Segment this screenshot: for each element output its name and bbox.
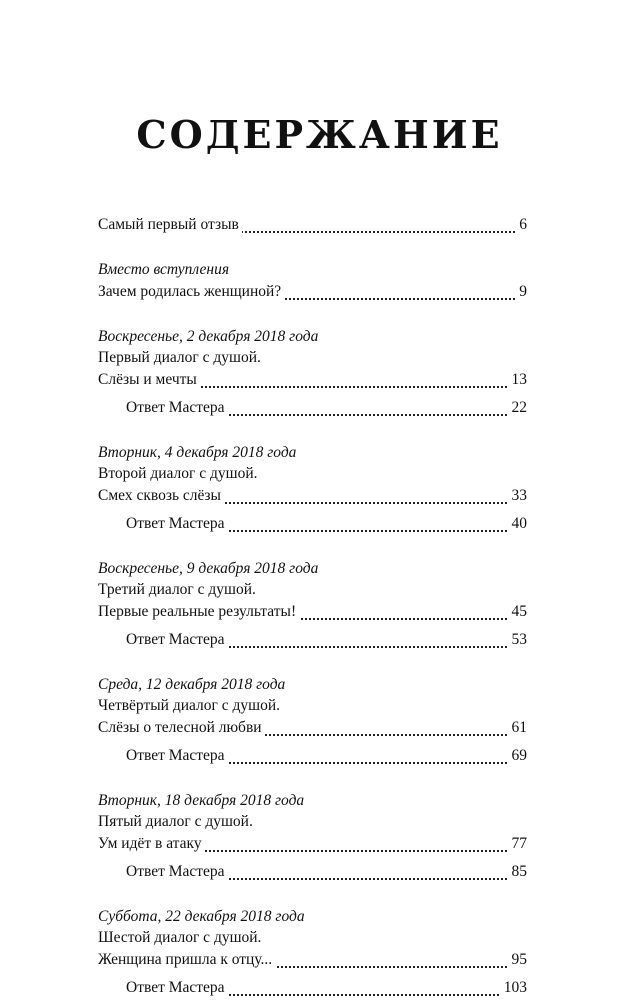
toc-entry-title: Ответ Мастера <box>126 747 228 764</box>
page-title: СОДЕРЖАНИЕ <box>136 112 503 157</box>
toc-page-number: 33 <box>509 484 528 508</box>
toc-entry-title: Слёзы и мечты <box>98 371 200 388</box>
toc-entry[interactable] <box>98 213 527 237</box>
toc-entry[interactable] <box>98 280 527 304</box>
toc-subentry[interactable] <box>126 860 527 884</box>
section-spacer <box>98 536 527 558</box>
toc-entry-title: Ответ Мастера <box>126 399 228 416</box>
toc-page-number: 77 <box>509 832 528 856</box>
toc-page-number: 45 <box>509 600 528 624</box>
toc-entry-line: Шестой диалог с душой. <box>98 929 262 946</box>
toc-page-number: 13 <box>509 368 528 392</box>
toc-subentry[interactable] <box>126 976 527 1000</box>
toc-entry-title: Зачем родилась женщиной? <box>98 283 284 300</box>
toc-entry-title: Ответ Мастера <box>126 631 228 648</box>
toc-section-heading: Воскресенье, 9 декабря 2018 года <box>98 560 319 577</box>
toc-entry-line: Третий диалог с душой. <box>98 581 256 598</box>
toc-entry[interactable] <box>98 484 527 508</box>
toc-entry-line: Пятый диалог с душой. <box>98 813 253 830</box>
section-spacer <box>98 768 527 790</box>
toc-entry-title: Ответ Мастера <box>126 863 228 880</box>
toc-entry-line: Второй диалог с душой. <box>98 465 258 482</box>
section-spacer <box>98 304 527 326</box>
toc-page-number: 53 <box>509 628 528 652</box>
toc-entry-title: Самый первый отзыв <box>98 216 242 233</box>
toc-entry[interactable] <box>98 600 527 624</box>
toc-entry-title: Ответ Мастера <box>126 979 228 996</box>
toc-entry-line: Четвёртый диалог с душой. <box>98 697 280 714</box>
toc-entry[interactable] <box>98 716 527 740</box>
toc-entry-title: Ответ Мастера <box>126 515 228 532</box>
toc-subentry[interactable] <box>126 512 527 536</box>
section-spacer <box>98 237 527 259</box>
toc-section-heading: Вторник, 4 декабря 2018 года <box>98 444 297 461</box>
toc-page-number: 40 <box>509 512 528 536</box>
toc-section-heading: Вместо вступления <box>98 261 230 278</box>
toc-entry-title: Первые реальные результаты! <box>98 603 299 620</box>
section-spacer <box>98 652 527 674</box>
toc-section-heading: Среда, 12 декабря 2018 года <box>98 676 286 693</box>
toc-subentry[interactable] <box>126 396 527 420</box>
toc-section-heading: Суббота, 22 декабря 2018 года <box>98 908 305 925</box>
toc-entry[interactable] <box>98 948 527 972</box>
toc-section-heading: Воскресенье, 2 декабря 2018 года <box>98 328 319 345</box>
toc-page-number: 85 <box>509 860 528 884</box>
table-of-contents <box>98 213 527 1000</box>
toc-page-number: 9 <box>516 280 527 304</box>
toc-section-heading: Вторник, 18 декабря 2018 года <box>98 792 305 809</box>
section-spacer <box>98 884 527 906</box>
toc-subentry[interactable] <box>126 744 527 768</box>
toc-entry[interactable] <box>98 368 527 392</box>
toc-entry-title: Женщина пришла к отцу... <box>98 951 275 968</box>
toc-page-number: 103 <box>501 976 527 1000</box>
toc-entry-line: Первый диалог с душой. <box>98 349 261 366</box>
toc-page-number: 61 <box>509 716 528 740</box>
toc-page-number: 69 <box>509 744 528 768</box>
toc-page-number: 95 <box>509 948 528 972</box>
toc-page-number: 22 <box>509 396 528 420</box>
section-spacer <box>98 420 527 442</box>
toc-entry[interactable] <box>98 832 527 856</box>
toc-entry-title: Слёзы о телесной любви <box>98 719 265 736</box>
toc-entry-title: Ум идёт в атаку <box>98 835 205 852</box>
toc-entry-title: Смех сквозь слёзы <box>98 487 224 504</box>
toc-page-number: 6 <box>516 213 527 237</box>
toc-subentry[interactable] <box>126 628 527 652</box>
